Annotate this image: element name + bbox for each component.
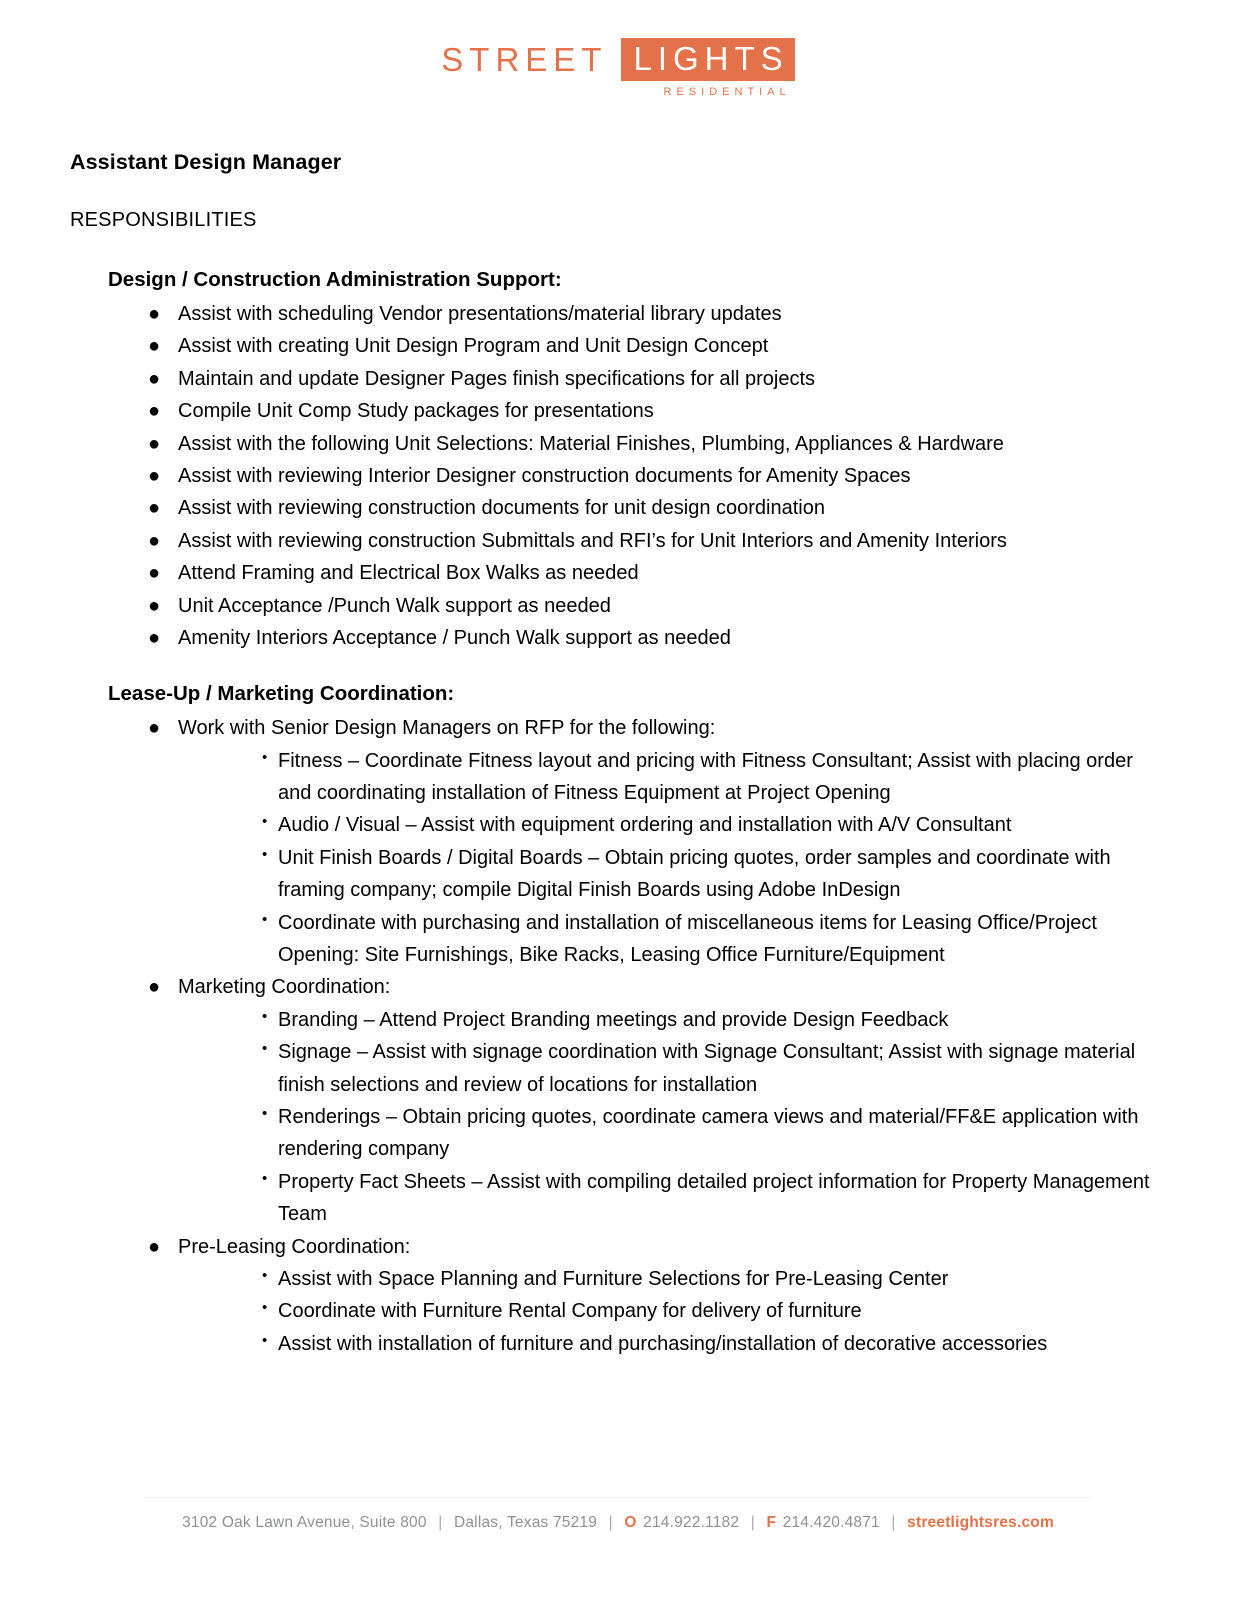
- list-item: [70, 1231, 1166, 1361]
- sub-bullet-icon: •: [262, 748, 268, 766]
- list-item-label: Assist with the following Unit Selections: Material Finishes, Plumbing, Appliances & Hardware: [178, 432, 1004, 455]
- list-item: [70, 492, 1166, 524]
- sub-bullet-icon: •: [262, 1007, 268, 1025]
- list-item-label: Assist with creating Unit Design Program and Unit Design Concept: [178, 335, 769, 358]
- sub-list-item: [226, 809, 1166, 841]
- sub-bullet-list: [178, 745, 1166, 972]
- bullet-icon: ●: [148, 594, 161, 617]
- footer-address: 3102 Oak Lawn Avenue, Suite 800: [182, 1514, 427, 1531]
- list-item: [70, 557, 1166, 589]
- sub-list-item-label: Branding – Attend Project Branding meetings and provide Design Feedback: [278, 1008, 949, 1031]
- sub-list-item-label: Audio / Visual – Assist with equipment ordering and installation with A/V Consultant: [278, 814, 1012, 837]
- sub-bullet-icon: •: [262, 1169, 268, 1187]
- sub-list-item: [226, 907, 1166, 972]
- sub-list-item-label: Fitness – Coordinate Fitness layout and pricing with Fitness Consultant; Assist with placing order and coordinating installation of Fitness Equipment at Project Opening: [278, 749, 1133, 805]
- bullet-icon: ●: [148, 529, 161, 552]
- sub-list-item: [226, 1036, 1166, 1101]
- responsibility-section: [70, 682, 1166, 1360]
- sub-bullet-icon: •: [262, 1299, 268, 1317]
- sub-list-item: [226, 1166, 1166, 1231]
- section-heading: Design / Construction Administration Support:: [108, 268, 562, 291]
- list-item-label: Amenity Interiors Acceptance / Punch Walk support as needed: [178, 626, 731, 649]
- list-item-label: Marketing Coordination:: [178, 976, 391, 999]
- sub-bullet-icon: •: [262, 813, 268, 831]
- list-item-label: Assist with reviewing construction Submittals and RFI’s for Unit Interiors and Amenity Interiors: [178, 529, 1007, 552]
- list-item: [70, 298, 1166, 330]
- sub-bullet-icon: •: [262, 1331, 268, 1349]
- footer-fax-number: 214.420.4871: [782, 1514, 880, 1531]
- sub-bullet-icon: •: [262, 1104, 268, 1122]
- list-item: [70, 971, 1166, 1230]
- footer-fax-label: F: [766, 1514, 777, 1531]
- list-item-label: Maintain and update Designer Pages finish specifications for all projects: [178, 367, 816, 390]
- footer-website-link[interactable]: streetlightsres.com: [907, 1514, 1054, 1531]
- page-title: Assistant Design Manager: [70, 150, 342, 174]
- brand-header: [0, 0, 1236, 98]
- bullet-icon: ●: [148, 626, 161, 649]
- sub-list-item-label: Coordinate with Furniture Rental Company for delivery of furniture: [278, 1300, 862, 1323]
- logo-wordmark: [441, 38, 794, 81]
- logo-word-street: STREET: [441, 41, 608, 78]
- list-item-label: Unit Acceptance /Punch Walk support as needed: [178, 594, 611, 617]
- list-item: [70, 428, 1166, 460]
- bullet-icon: ●: [148, 303, 161, 325]
- footer-contact-line: [0, 1514, 1236, 1532]
- bullet-icon: ●: [148, 464, 161, 487]
- sub-list-item-label: Signage – Assist with signage coordination with Signage Consultant; Assist with signage material finish selections and review of locations for installation: [278, 1041, 1136, 1096]
- footer-office-phone[interactable]: 214.922.1182: [643, 1514, 740, 1531]
- sub-list-item-label: Property Fact Sheets – Assist with compiling detailed project information for Property Management Team: [278, 1170, 1150, 1226]
- bullet-icon: ●: [148, 497, 161, 520]
- bullet-icon: ●: [148, 432, 161, 455]
- document-body: [0, 150, 1236, 1360]
- list-item: [70, 330, 1166, 362]
- bullet-icon: ●: [148, 335, 161, 358]
- sub-list-item: [226, 1263, 1166, 1295]
- responsibilities-sections: [70, 268, 1166, 1360]
- bullet-list: [70, 298, 1166, 654]
- sub-list-item-label: Renderings – Obtain pricing quotes, coordinate camera views and material/FF&E application with rendering company: [278, 1105, 1139, 1161]
- sub-bullet-icon: •: [262, 845, 268, 863]
- bullet-icon: ●: [148, 400, 161, 423]
- sub-list-item-label: Assist with installation of furniture and purchasing/installation of decorative accessories: [278, 1332, 1048, 1355]
- list-item: [70, 590, 1166, 622]
- responsibility-section: [70, 268, 1166, 654]
- sub-list-item-label: Assist with Space Planning and Furniture Selections for Pre-Leasing Center: [278, 1267, 949, 1290]
- list-item-label: Assist with reviewing Interior Designer construction documents for Amenity Spaces: [178, 464, 911, 487]
- page-footer: [0, 1497, 1236, 1532]
- sub-list-item: [226, 1295, 1166, 1327]
- sub-list-item: [226, 1328, 1166, 1360]
- sub-bullet-list: [178, 1263, 1166, 1360]
- footer-office-label: O: [624, 1514, 637, 1531]
- bullet-icon: ●: [148, 562, 161, 585]
- sub-list-item: [226, 1101, 1166, 1166]
- sub-list-item: [226, 842, 1166, 907]
- bullet-list: [70, 712, 1166, 1360]
- responsibilities-heading: RESPONSIBILITIES: [70, 209, 257, 231]
- sub-list-item: [226, 1004, 1166, 1036]
- list-item: [70, 363, 1166, 395]
- sub-list-item: [226, 745, 1166, 810]
- footer-separator-1: |: [438, 1514, 443, 1531]
- sub-list-item-label: Unit Finish Boards / Digital Boards – Obtain pricing quotes, order samples and coordinate with framing company; compile Digital Finish Boards using Adobe InDesign: [278, 846, 1111, 902]
- list-item-label: Work with Senior Design Managers on RFP for the following:: [178, 717, 716, 740]
- logo-tagline: RESIDENTIAL: [663, 86, 791, 98]
- footer-separator-3: |: [750, 1514, 755, 1531]
- list-item-label: Assist with scheduling Vendor presentations/material library updates: [178, 303, 782, 325]
- footer-separator-4: |: [891, 1514, 896, 1531]
- sub-bullet-icon: •: [262, 910, 268, 928]
- list-item-label: Compile Unit Comp Study packages for presentations: [178, 400, 654, 423]
- list-item: [70, 622, 1166, 654]
- logo-word-lights: LIGHTS: [621, 38, 794, 81]
- footer-divider: [145, 1497, 1091, 1498]
- list-item-label: Assist with reviewing construction documents for unit design coordination: [178, 497, 825, 520]
- footer-separator-2: |: [608, 1514, 613, 1531]
- list-item: [70, 395, 1166, 427]
- list-item: [70, 525, 1166, 557]
- sub-bullet-icon: •: [262, 1266, 268, 1284]
- bullet-icon: ●: [148, 717, 161, 740]
- footer-city-state-zip: Dallas, Texas 75219: [453, 1514, 598, 1531]
- list-item: [70, 460, 1166, 492]
- sub-bullet-list: [178, 1004, 1166, 1231]
- bullet-icon: ●: [148, 976, 161, 999]
- section-heading: Lease-Up / Marketing Coordination:: [108, 682, 455, 706]
- list-item-label: Attend Framing and Electrical Box Walks as needed: [178, 562, 639, 585]
- list-item: [70, 712, 1166, 971]
- bullet-icon: ●: [148, 367, 161, 390]
- list-item-label: Pre-Leasing Coordination:: [178, 1235, 411, 1258]
- bullet-icon: ●: [148, 1235, 161, 1258]
- sub-list-item-label: Coordinate with purchasing and installation of miscellaneous items for Leasing Office/Project Opening: Site Furnishings, Bike Racks, Leasing Office Furniture/Equipment: [278, 911, 1097, 967]
- sub-bullet-icon: •: [262, 1040, 268, 1058]
- streetlights-logo: [441, 38, 794, 98]
